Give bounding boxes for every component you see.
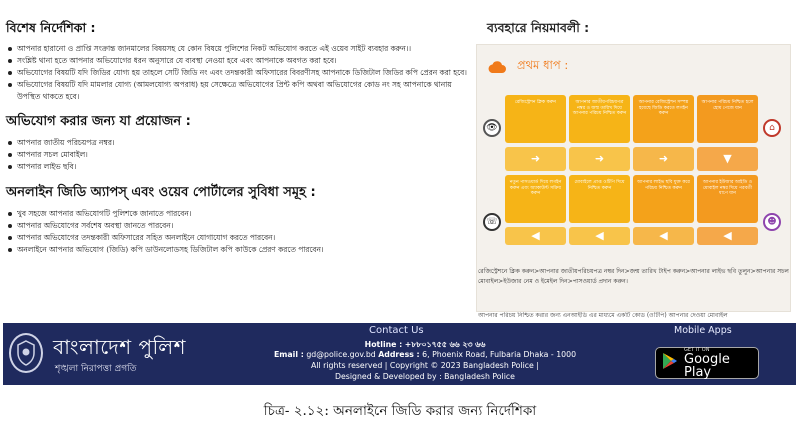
google-play-button[interactable]: [655, 347, 759, 379]
flow-card: আপনার পরিচয় নিশ্চিত হলে হোম পেজে যান: [697, 95, 758, 143]
flow-card: মোবাইলে প্রাপ্ত ওটিপি দিয়ে নিশ্চিত করুন: [569, 175, 630, 223]
flow-card: আপনার ইউজার আইডি ও মোবাইল নম্বর দিয়ে পরবর্তী ধাপে যান: [697, 175, 758, 223]
requirements-title: অভিযোগ করার জন্য যা প্রয়োজন :: [6, 114, 191, 129]
flow-card: আপনার জাতীয়পরিচয়পত্র নম্বর ও জন্ম তারিখ দিয়ে আপনার পরিচয় নিশ্চিত করুন: [569, 95, 630, 143]
google-play-icon: [662, 352, 678, 374]
step-caption: রেজিস্ট্রেশনে ক্লিক করুন>আপনার জাতীয়পরিচয়পত্র নম্বর দিন>জন্ম তারিখ টাইপ করুন>আপনার লাইভ ছবি তুলুন>আপনার সচল মোবাইল>ইউজার নেম ও ইমেইল দিন>পাসওয়ার্ড প্রদান করুন।: [478, 268, 789, 285]
google-play-small-label: GET IT ON: [684, 346, 710, 353]
phone-icon: ☏: [483, 213, 501, 231]
flow-card: আপনার লাইভ ছবি যুক্ত করে পরিচয় নিশ্চিত করুন: [633, 175, 694, 223]
benefits-list: [6, 208, 468, 256]
home-icon: ⌂: [763, 119, 781, 137]
step-header: [487, 57, 568, 76]
list-item: আপনার জাতীয় পরিচয়পত্র নম্বর।: [6, 137, 468, 149]
arrow-down-icon: ▼: [697, 147, 758, 171]
email-link[interactable]: gd@police.gov.bd: [306, 350, 376, 359]
list-item: অভিযোগের বিষয়টি যদি জিডির যোগ্য হয় তাহলে সেটি জিডি নং এবং তদন্তকারী অফিসারের বিবরণীসহ আপনাকে ডিজিটাল জিডির কপি প্রেরন করা হবে।: [6, 67, 468, 79]
address-label: Address :: [378, 350, 420, 359]
step-label: প্রথম ধাপ :: [517, 58, 569, 72]
hotline-value[interactable]: +৮৮০১৭৫৫ ৬৬ ২৩ ৬৬: [404, 340, 486, 349]
email-address-line: [235, 350, 615, 359]
site-footer: [3, 323, 796, 385]
brand-motto: শৃঙ্খলা নিরাপত্তা প্রগতি: [55, 364, 137, 374]
list-item: আপনার অভিযোগের তদন্তকারী অফিসারের সহিত অনলাইনে যোগাযোগ করতে পারবেন।: [6, 232, 468, 244]
eye-icon: 👁: [483, 119, 501, 137]
google-play-label: Google Play: [684, 351, 730, 380]
arrow-right-icon: ➜: [633, 147, 694, 171]
flow-card: নতুন পাসওয়ার্ড দিয়ে লগইন করুন এবং অ্যাকাউন্ট সক্রিয় করুন: [505, 175, 566, 223]
step-caption-cutoff: আপনার পরিচয় নিশ্চিত করার জন্য এনআইডি এর মাধ্যমে একটি কোড (ওটিপি) আপনার দেওয়া মোবাইল: [478, 312, 728, 319]
arrow-left-icon: ◀: [505, 227, 566, 245]
contact-title: Contact Us: [369, 325, 424, 336]
figure-caption: চিত্র- ২.১২: অনলাইনে জিডি করার জন্য নির্দেশিকা: [263, 403, 537, 419]
designed-by-line: Designed & Developed by : Bangladesh Police: [335, 372, 515, 381]
email-label: Email :: [273, 350, 304, 359]
list-item: সংশ্লিষ্ট থানা হতে আপনার অভিযোগের ধরন অনুসারে যে ব্যবস্থা নেওয়া হবে এবং আপনাকে অবগত করা হবে।: [6, 55, 468, 67]
brand-name: বাংলাদেশ পুলিশ: [53, 335, 187, 359]
arrow-right-icon: ➜: [569, 147, 630, 171]
list-item: আপনার লাইভ ছবি।: [6, 161, 468, 173]
cloud-icon: [487, 60, 507, 74]
benefits-title: অনলাইন জিডি অ্যাপস্ এবং ওয়েব পোর্টালের সুবিধা সমূহ :: [6, 185, 316, 200]
police-emblem-icon: [9, 333, 43, 373]
user-icon: ☻: [763, 213, 781, 231]
list-item: অনলাইনে আপনার অভিযোগ (জিডি) কপি ডাউনলোডসহ ডিজিটাল কপি কাউকে প্রেরণ করতে পারবেন।: [6, 244, 468, 256]
mobile-apps-title: Mobile Apps: [674, 325, 732, 336]
list-item: আপনার অভিযোগের সর্বশেষ অবস্থা জানতে পারবেন।: [6, 220, 468, 232]
arrow-left-icon: ◀: [697, 227, 758, 245]
instructions-column: [6, 20, 468, 256]
list-item: অভিযোগের বিষয়টি যদি মামলার যোগ্য (আমলযোগ্য অপরাধ) হয় সেক্ষেত্রে অভিযোগের প্রিন্ট কপি অথবা অভিযোগের কোড নং সহ আপনাকে থানায় উপস্থিত থাকতে হবে।: [6, 79, 468, 103]
list-item: আপনার হারানো ও প্রাপ্তি সংক্রান্ত জানমালের বিষয়সহ যে কোন বিষয়ে পুলিশের নিকট অভিযোগ করতে এই ওয়েব সাইট ব্যবহার করুন।।: [6, 43, 468, 55]
address-value: 6, Phoenix Road, Fulbaria Dhaka - 1000: [422, 350, 577, 359]
copyright-line: All rights reserved | Copyright © 2023 Bangladesh Police |: [311, 361, 539, 370]
requirements-list: [6, 137, 468, 173]
usage-rules-title: ব্যবহারে নিয়মাবলী :: [487, 20, 590, 35]
list-item: খুব সহজে আপনার অভিযোগটি পুলিশকে জানাতে পারবেন।: [6, 208, 468, 220]
flow-card: আপনার রেজিস্ট্রেশন সম্পন্ন হয়েছে জিডি করতে লগইন করুন: [633, 95, 694, 143]
arrow-right-icon: ➜: [505, 147, 566, 171]
special-guidelines-title: বিশেষ নির্দেশিকা :: [6, 20, 96, 35]
arrow-left-icon: ◀: [569, 227, 630, 245]
arrow-left-icon: ◀: [633, 227, 694, 245]
hotline-label: Hotline :: [364, 340, 403, 349]
flow-card: রেজিস্ট্রেশন ক্লিক করুন: [505, 95, 566, 143]
registration-flow: [483, 95, 783, 245]
list-item: আপনার সচল মোবাইল।: [6, 149, 468, 161]
special-guidelines-list: [6, 43, 468, 103]
